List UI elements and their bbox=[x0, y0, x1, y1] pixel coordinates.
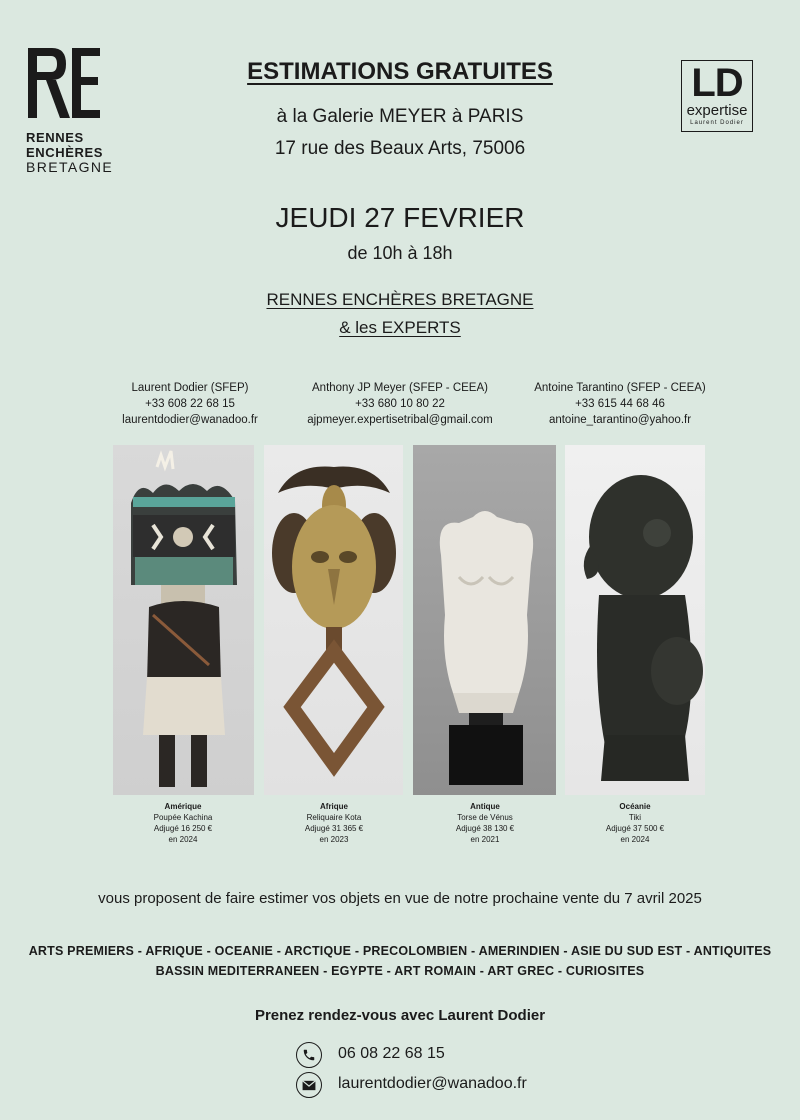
object-caption bbox=[259, 801, 409, 845]
object-title: Tiki bbox=[628, 813, 642, 822]
object-year: en 2023 bbox=[319, 835, 349, 844]
object-title: Reliquaire Kota bbox=[306, 813, 362, 822]
expert-phone[interactable]: +33 680 10 80 22 bbox=[355, 398, 445, 410]
expert-phone[interactable]: +33 615 44 68 46 bbox=[575, 398, 665, 410]
expert-email[interactable]: ajpmeyer.expertisetribal@gmail.com bbox=[307, 414, 493, 426]
organizer-line-1: RENNES ENCHÈRES BRETAGNE bbox=[266, 290, 534, 309]
expert-card bbox=[510, 380, 730, 428]
object-price: Adjugé 31 365 € bbox=[304, 824, 364, 833]
object-category: Antique bbox=[470, 802, 500, 811]
kachina-doll-photo bbox=[113, 445, 254, 795]
expert-name: Antoine Tarantino (SFEP - CEEA) bbox=[534, 382, 706, 394]
page-title: ESTIMATIONS GRATUITES bbox=[247, 58, 553, 85]
ld-name: Laurent Dodier bbox=[690, 120, 744, 126]
categories-line-1: ARTS PREMIERS - AFRIQUE - OCEANIE - ARCTIQUE - PRECOLOMBIEN - AMERINDIEN - ASIE DU SUD EST - ANTIQUITES bbox=[28, 944, 772, 958]
object-year: en 2024 bbox=[620, 835, 650, 844]
expert-name: Anthony JP Meyer (SFEP - CEEA) bbox=[312, 382, 488, 394]
object-category: Afrique bbox=[320, 802, 348, 811]
mail-icon bbox=[296, 1072, 322, 1098]
contact-email[interactable]: laurentdodier@wanadoo.fr bbox=[338, 1075, 527, 1092]
invite-text: vous proposent de faire estimer vos objets en vue de notre prochaine vente du 7 avril 2025 bbox=[98, 890, 702, 907]
object-category: Océanie bbox=[619, 802, 651, 811]
object-price: Adjugé 37 500 € bbox=[605, 824, 665, 833]
object-year: en 2024 bbox=[168, 835, 198, 844]
kota-reliquary-photo bbox=[264, 445, 403, 795]
organizer-line-2: & les EXPERTS bbox=[339, 318, 461, 337]
expert-name: Laurent Dodier (SFEP) bbox=[131, 382, 249, 394]
ld-word: expertise bbox=[686, 102, 748, 119]
ld-initials: LD bbox=[691, 61, 743, 105]
object-price: Adjugé 16 250 € bbox=[153, 824, 213, 833]
logo-line-rennes: RENNES bbox=[26, 130, 84, 145]
event-hours: de 10h à 18h bbox=[347, 243, 453, 263]
object-price: Adjugé 38 130 € bbox=[455, 824, 515, 833]
expert-card bbox=[80, 380, 300, 428]
logo-line-encheres: ENCHÈRES bbox=[26, 145, 104, 160]
appointment-heading: Prenez rendez-vous avec Laurent Dodier bbox=[254, 1007, 546, 1024]
contact-phone[interactable]: 06 08 22 68 15 bbox=[338, 1045, 445, 1062]
object-title: Poupée Kachina bbox=[153, 813, 213, 822]
address: 17 rue des Beaux Arts, 75006 bbox=[274, 138, 526, 159]
expert-email[interactable]: antoine_tarantino@yahoo.fr bbox=[548, 414, 692, 426]
object-caption bbox=[560, 801, 710, 845]
expert-card bbox=[290, 380, 510, 428]
venue: à la Galerie MEYER à PARIS bbox=[276, 106, 524, 127]
object-caption bbox=[410, 801, 560, 845]
object-year: en 2021 bbox=[470, 835, 500, 844]
phone-icon bbox=[296, 1042, 322, 1068]
logo-line-bretagne: BRETAGNE bbox=[26, 159, 114, 175]
event-date: JEUDI 27 FEVRIER bbox=[275, 202, 525, 233]
categories-line-2: BASSIN MEDITERRANEEN - EGYPTE - ART ROMAIN - ART GREC - CURIOSITES bbox=[155, 964, 645, 978]
venus-torso-photo bbox=[413, 445, 556, 795]
expert-phone[interactable]: +33 608 22 68 15 bbox=[145, 398, 235, 410]
tiki-photo bbox=[565, 445, 705, 795]
expert-email[interactable]: laurentdodier@wanadoo.fr bbox=[122, 414, 258, 426]
object-category: Amérique bbox=[164, 802, 202, 811]
object-title: Torse de Vénus bbox=[457, 813, 513, 822]
object-caption bbox=[108, 801, 258, 845]
